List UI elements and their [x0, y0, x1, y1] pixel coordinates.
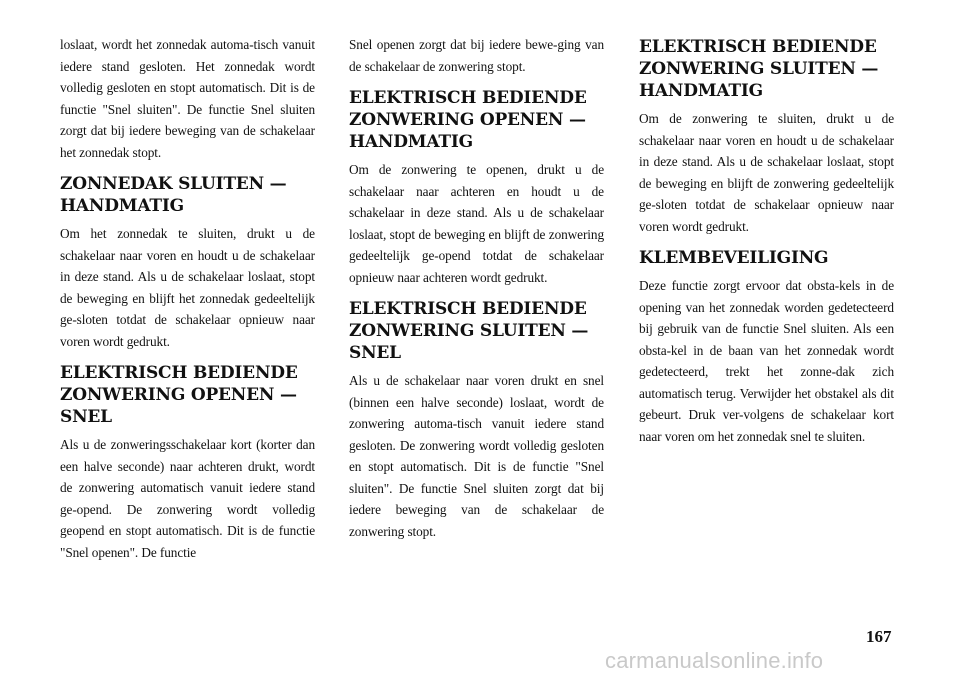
body-paragraph: Snel openen zorgt dat bij iedere bewe-ging van de schakelaar de zonwering stopt. [349, 37, 604, 74]
body-paragraph: Om de zonwering te sluiten, drukt u de schakelaar naar voren en houdt u de schakelaar in deze stand. Als u de schakelaar loslaat, stopt de beweging en blijft de zonwering gedeeltelijk ge-sloten totdat de schakelaar opnieuw naar voren wordt gedrukt. [639, 111, 894, 234]
page-number: 167 [866, 627, 892, 646]
section-heading: ELEKTRISCH BEDIENDE ZONWERING SLUITEN — SNEL [349, 299, 589, 363]
watermark: carmanualsonline.info [605, 648, 824, 673]
body-paragraph: Als u de zonweringsschakelaar kort (korter dan een halve seconde) naar achteren drukt, wordt de zonwering automatisch vanuit iedere stand ge-opend. De zonwering wordt volledig geopend en stopt automatisch. Dit is de functie "Snel openen". De functie [60, 437, 315, 560]
section-heading: ELEKTRISCH BEDIENDE ZONWERING OPENEN — SNEL [60, 363, 298, 427]
body-paragraph: loslaat, wordt het zonnedak automa-tisch vanuit iedere stand gesloten. Het zonnedak wordt volledig gesloten en stopt automatisch. Dit is de functie "Snel sluiten". De functie Snel sluiten zorgt dat bij iedere beweging van de schakelaar het zonnedak stopt. [60, 37, 315, 160]
text-column-2 [349, 34, 604, 552]
body-paragraph: Deze functie zorgt ervoor dat obsta-kels in de opening van het zonnedak worden gedetecteerd bij gebruik van de functie Snel sluiten. Als een obsta-kel in de baan van het zonnedak wordt gedetecteerd, trekt het zonne-dak zich automatisch terug. Verwijder het obstakel als dit gebeurt. Druk ver-volgens de schakelaar kort naar voren om het zonnedak snel te sluiten. [639, 278, 894, 444]
section-heading: ZONNEDAK SLUITEN — HANDMATIG [60, 174, 287, 216]
text-column-3 [639, 34, 894, 457]
body-paragraph: Om de zonwering te openen, drukt u de schakelaar naar achteren en houdt u de schakelaar in deze stand. Als u de schakelaar loslaat, stopt de beweging en blijft de zonwering gedeeltelijk ge-opend totdat de schakelaar opnieuw naar achteren wordt gedrukt. [349, 162, 604, 285]
body-paragraph: Om het zonnedak te sluiten, drukt u de schakelaar naar voren en houdt u de schakelaar in deze stand. Als u de schakelaar loslaat, stopt de beweging en blijft het zonnedak gedeeltelijk ge-sloten totdat de schakelaar opnieuw naar voren wordt gedrukt. [60, 226, 315, 349]
section-heading: ELEKTRISCH BEDIENDE ZONWERING SLUITEN — HANDMATIG [639, 37, 879, 101]
section-heading: KLEMBEVEILIGING [639, 248, 829, 268]
section-heading: ELEKTRISCH BEDIENDE ZONWERING OPENEN — HANDMATIG [349, 88, 587, 152]
body-paragraph: Als u de schakelaar naar voren drukt en snel (binnen een halve seconde) loslaat, wordt de zonwering automa-tisch vanuit iedere stand gesloten. De zonwering wordt volledig gesloten en stopt automatisch. Dit is de functie "Snel sluiten". De functie Snel sluiten zorgt dat bij iedere beweging van de schakelaar de zonwering stopt. [349, 373, 604, 539]
text-column-1 [60, 34, 315, 573]
